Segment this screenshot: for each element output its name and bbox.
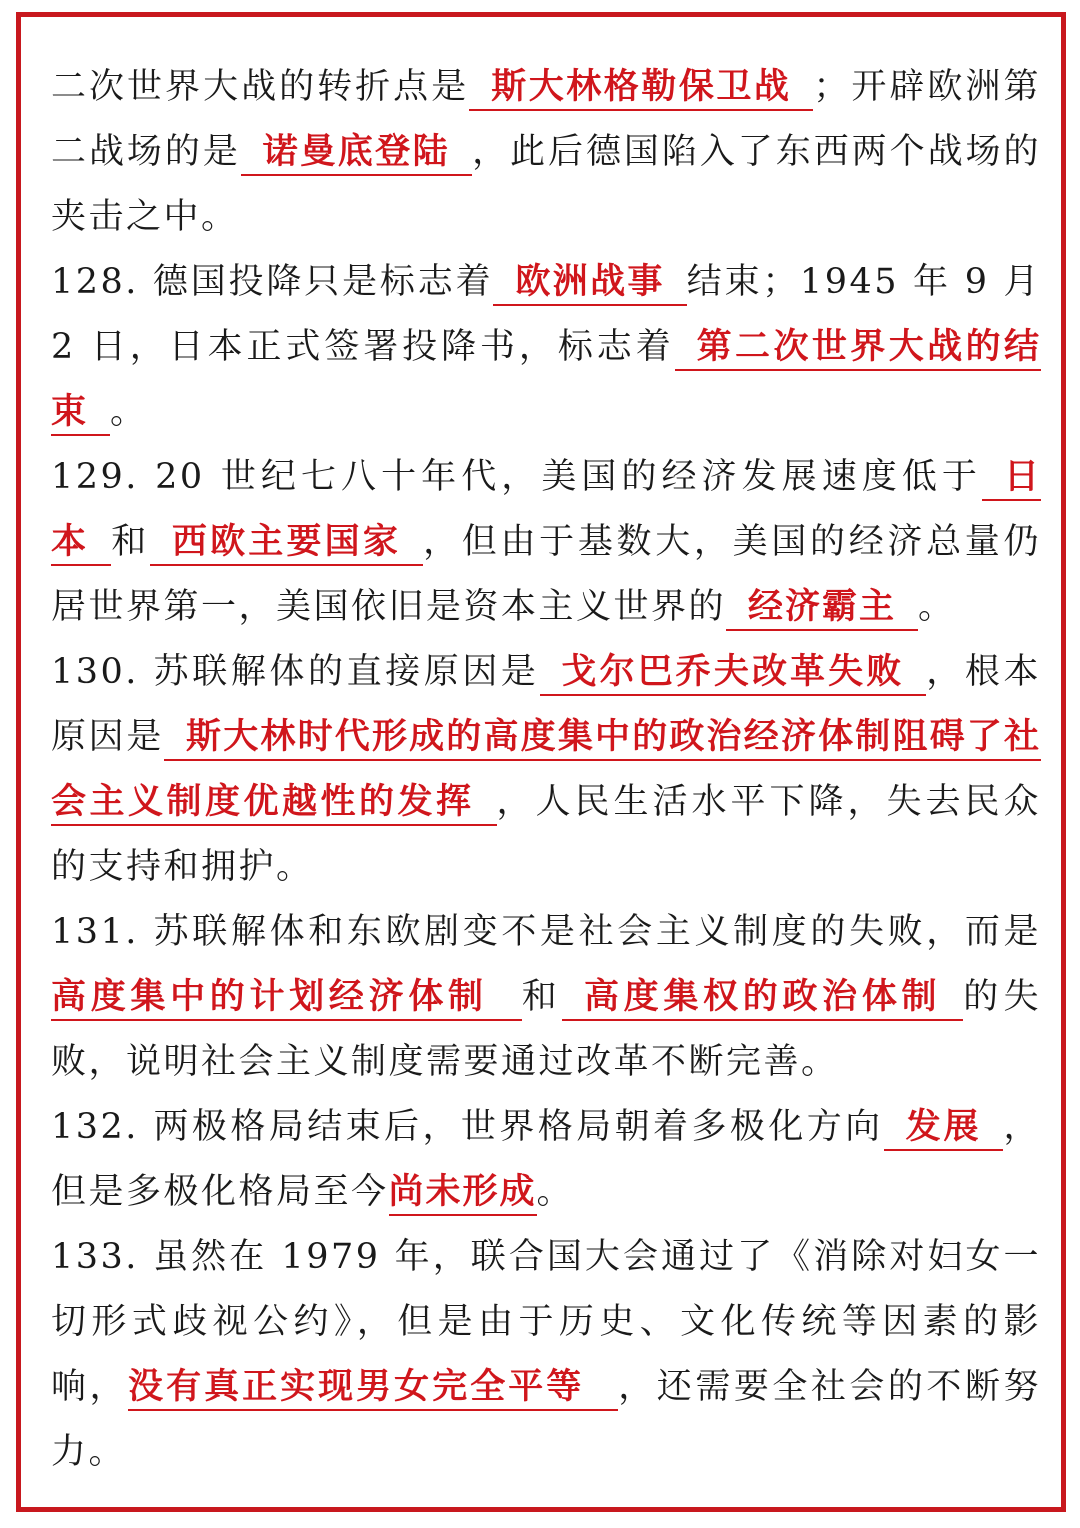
answer-fill: 日本 — [51, 457, 1041, 566]
static-text: ，但由于基数大，美国的经济总量仍居世界第一，美国依旧是资本主义世界的 — [51, 522, 1041, 627]
answer-fill: 西欧主要国家 — [150, 522, 423, 566]
static-text: ，人民生活水平下降，失去民众的支持和拥护。 — [51, 782, 1041, 887]
static-text: ，此后德国陷入了东西两个战场的夹击之中。 — [51, 132, 1041, 237]
static-text: 二次世界大战的转折点是 — [51, 67, 470, 107]
static-text: ，还需要全社会的不断努力。 — [51, 1367, 1041, 1472]
answer-fill: 斯大林时代形成的高度集中的政治经济体制阻碍了社会主义制度优越性的发挥 — [51, 717, 1041, 826]
item-133 — [51, 1225, 1041, 1485]
static-text: 的失败，说明社会主义制度需要通过改革不断完善。 — [51, 977, 1041, 1082]
static-text: 。 — [918, 587, 956, 627]
item-128 — [51, 250, 1041, 445]
item-127-continued — [51, 55, 1041, 250]
static-text: ，但是多极化格局至今 — [51, 1107, 1041, 1212]
static-text: 。 — [536, 1172, 575, 1212]
answer-fill: 欧洲战事 — [493, 262, 686, 306]
item-132 — [51, 1095, 1041, 1225]
static-text: 和 — [111, 522, 150, 562]
answer-fill: 第二次世界大战的结束 — [51, 327, 1041, 436]
static-text: 133. 虽然在 1979 年，联合国大会通过了《消除对妇女一切形式歧视公约》，但是由于历史、文化传统等因素的影响， — [51, 1237, 1041, 1407]
answer-fill: 戈尔巴乔夫改革失败 — [540, 652, 927, 696]
answer-fill: 高度集权的政治体制 — [562, 977, 963, 1021]
item-131 — [51, 900, 1041, 1095]
answer-fill: 经济霸主 — [726, 587, 918, 631]
static-text: ；开辟欧洲第二战场的是 — [51, 67, 1041, 172]
item-129 — [51, 445, 1041, 640]
static-text: 132. 两极格局结束后，世界格局朝着多极化方向 — [51, 1107, 884, 1147]
answer-fill: 没有真正实现男女完全平等 — [128, 1367, 618, 1411]
answer-fill: 高度集中的计划经济体制 — [51, 977, 522, 1021]
static-text: ，根本原因是 — [51, 652, 1041, 757]
static-text: 和 — [521, 977, 562, 1017]
static-text: 130. 苏联解体的直接原因是 — [51, 652, 540, 692]
static-text: 129. 20 世纪七八十年代，美国的经济发展速度低于 — [51, 457, 982, 497]
page-frame — [16, 12, 1066, 1512]
static-text: 结束；1945 年 9 月 2 日，日本正式签署投降书，标志着 — [51, 262, 1041, 367]
static-text: 131. 苏联解体和东欧剧变不是社会主义制度的失败，而是 — [51, 912, 1041, 952]
static-text: 。 — [110, 392, 148, 432]
static-text: 128. 德国投降只是标志着 — [51, 262, 494, 302]
answer-fill: 尚未形成 — [389, 1172, 537, 1216]
answer-fill: 斯大林格勒保卫战 — [469, 67, 813, 111]
worksheet-content — [51, 55, 1041, 1485]
answer-fill: 发展 — [884, 1107, 1004, 1151]
item-130 — [51, 640, 1041, 900]
answer-fill: 诺曼底登陆 — [241, 132, 472, 176]
